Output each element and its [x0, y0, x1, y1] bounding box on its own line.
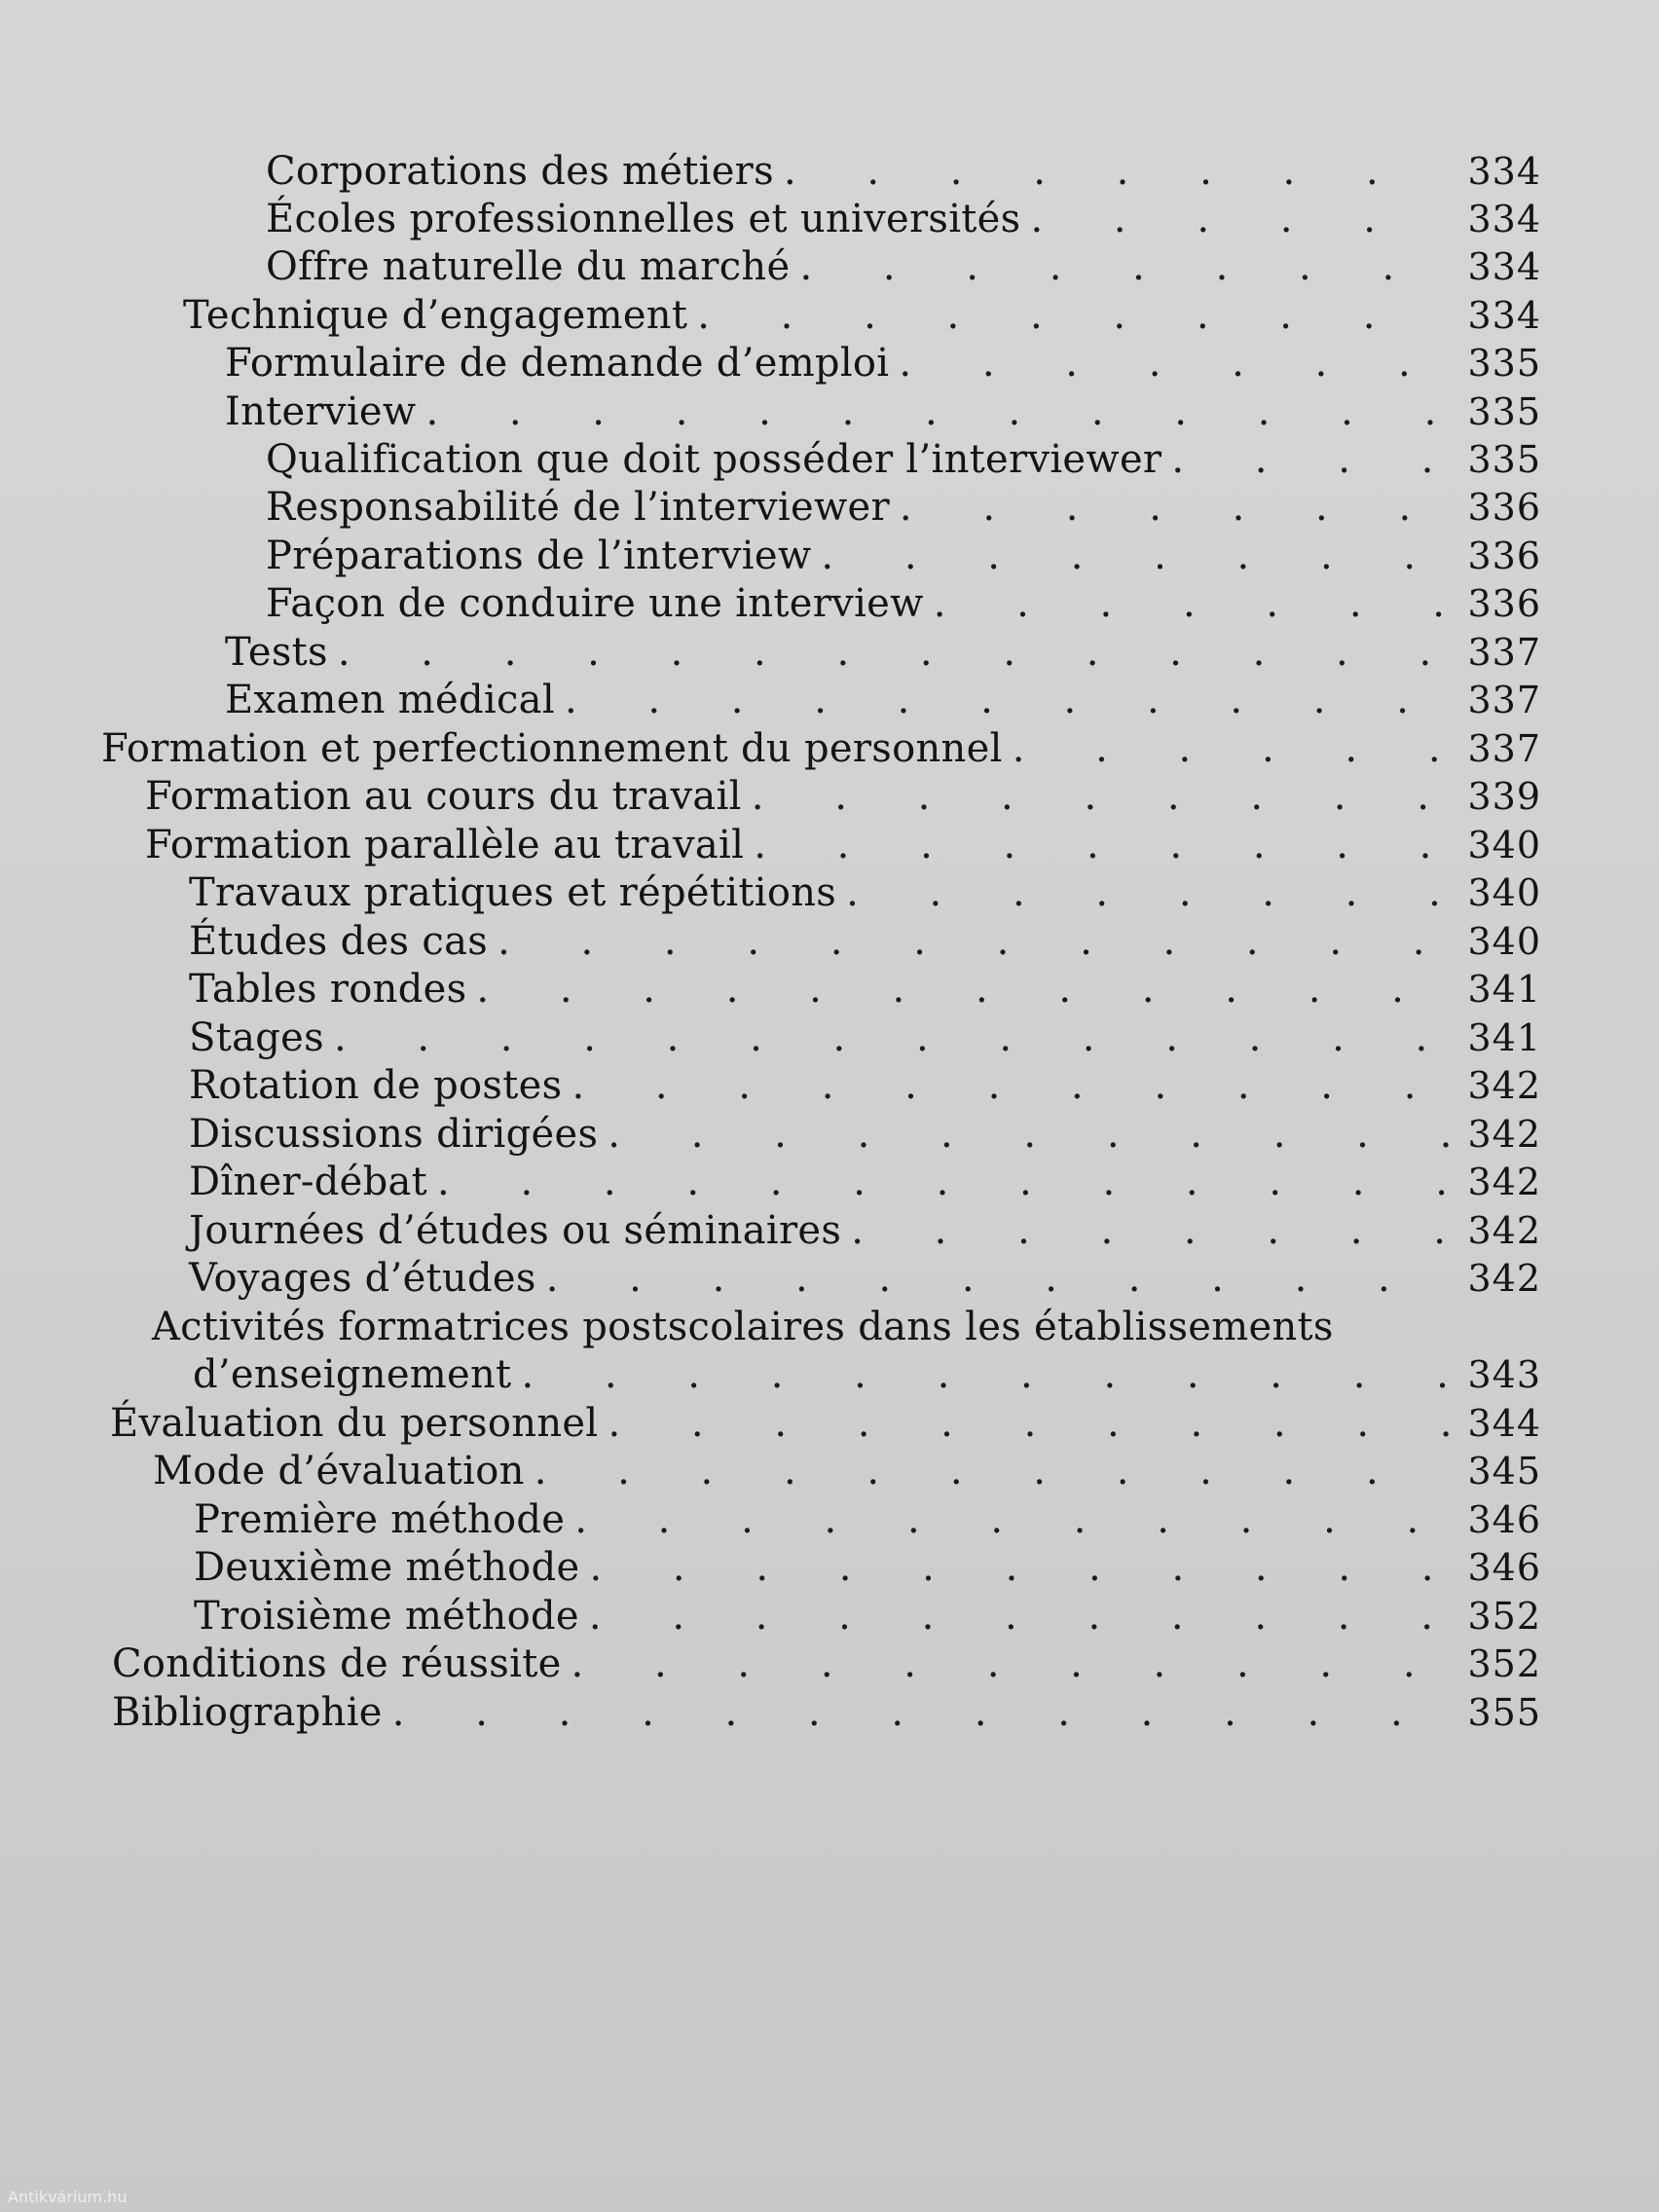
toc-entry	[266, 432, 1541, 487]
toc-entry	[189, 914, 1541, 969]
toc-entry	[153, 1444, 1541, 1498]
site-watermark: Antikvárium.hu	[8, 2188, 128, 2206]
toc-entry	[189, 1155, 1541, 1209]
toc-entry	[194, 1493, 1541, 1547]
dot-leader	[608, 1107, 1450, 1161]
dot-leader	[437, 1155, 1450, 1209]
toc-entry	[189, 866, 1541, 920]
toc-entry-label: Technique d’engagement	[183, 293, 688, 338]
toc-entry-label: Conditions de réussite	[112, 1641, 562, 1686]
toc-entry-page: 335	[1467, 342, 1541, 385]
dot-leader	[546, 1251, 1450, 1306]
toc-entry-label: Responsabilité de l’interviewer	[266, 485, 890, 530]
toc-entry-label: Offre naturelle du marché	[266, 244, 791, 289]
toc-entry-page: 340	[1467, 824, 1541, 866]
toc-entry	[112, 1685, 1541, 1740]
dot-leader	[392, 1685, 1450, 1740]
toc-entry-page: 342	[1467, 1064, 1541, 1107]
dot-leader	[535, 1444, 1450, 1498]
dot-leader	[799, 240, 1450, 294]
dot-leader	[334, 1011, 1450, 1065]
toc-entry-page: 340	[1467, 871, 1541, 914]
toc-entry-page: 342	[1467, 1161, 1541, 1203]
dot-leader	[899, 336, 1450, 390]
dot-leader	[1171, 432, 1450, 487]
toc-entry-label: Première méthode	[194, 1497, 566, 1542]
toc-entry-page: 341	[1467, 968, 1541, 1011]
dot-leader	[1030, 192, 1450, 246]
toc-entry-label: Travaux pratiques et répétitions	[189, 870, 837, 915]
toc-entry	[194, 1540, 1541, 1595]
toc-entry-label: d’enseignement	[193, 1352, 512, 1397]
dot-leader	[565, 673, 1450, 727]
toc-entry	[110, 1396, 1541, 1451]
toc-entry-label: Bibliographie	[112, 1690, 383, 1735]
toc-entry-page: 334	[1467, 245, 1541, 288]
toc-entry-page: 355	[1467, 1691, 1541, 1734]
dot-leader	[784, 144, 1450, 199]
toc-entry-label: Formulaire de demande d’emploi	[225, 341, 890, 386]
toc-entry-label: Activités formatrices postscolaires dans les établissements	[152, 1305, 1334, 1349]
dot-leader	[425, 385, 1450, 439]
toc-entry-page: 345	[1467, 1450, 1541, 1493]
toc-entry-label: Préparations de l’interview	[266, 534, 812, 578]
toc-entry-page: 342	[1467, 1209, 1541, 1252]
toc-entry-page: 346	[1467, 1498, 1541, 1541]
toc-entry-label: Évaluation du personnel	[110, 1401, 599, 1446]
toc-entry-page: 352	[1467, 1595, 1541, 1638]
toc-entry	[145, 818, 1541, 872]
toc-entry-page: 352	[1467, 1642, 1541, 1685]
toc-entry	[225, 385, 1541, 439]
toc-entry-label: Stages	[189, 1015, 324, 1060]
dot-leader	[521, 1347, 1450, 1402]
toc-entry-label: Voyages d’études	[189, 1256, 536, 1301]
toc-entry-page: 336	[1467, 535, 1541, 577]
toc-entry	[189, 1203, 1541, 1258]
toc-entry	[194, 1589, 1541, 1643]
toc-entry-label: Tests	[225, 630, 328, 675]
dot-leader	[851, 1203, 1450, 1258]
toc-entry	[189, 1011, 1541, 1065]
toc-entry-page: 346	[1467, 1546, 1541, 1589]
toc-entry-page: 336	[1467, 486, 1541, 529]
toc-entry-page: 337	[1467, 631, 1541, 674]
toc-entry-page: 340	[1467, 920, 1541, 963]
toc-entry-page: 339	[1467, 775, 1541, 818]
toc-entry	[152, 1300, 1334, 1354]
toc-entry-page: 334	[1467, 150, 1541, 193]
toc-entry	[266, 480, 1541, 535]
toc-entry-page: 337	[1467, 727, 1541, 770]
toc-entry-label: Journées d’études ou séminaires	[189, 1208, 842, 1253]
dot-leader	[589, 1540, 1450, 1595]
dot-leader	[338, 625, 1450, 680]
toc-entry	[266, 192, 1541, 246]
toc-entry	[266, 144, 1541, 199]
toc-entry-page: 341	[1467, 1016, 1541, 1059]
dot-leader	[571, 1637, 1450, 1691]
dot-leader	[571, 1058, 1450, 1113]
toc-entry	[189, 1251, 1541, 1306]
toc-entry-label: Examen médical	[225, 678, 555, 722]
dot-leader	[476, 962, 1450, 1016]
toc-entry-label: Interview	[225, 389, 417, 434]
toc-entry-page: 343	[1467, 1353, 1541, 1396]
toc-entry	[183, 288, 1541, 343]
toc-entry-label: Formation au cours du travail	[145, 774, 742, 819]
toc-entry-label: Façon de conduire une interview	[266, 581, 924, 626]
toc-entry-label: Rotation de postes	[189, 1063, 563, 1108]
toc-entry	[189, 962, 1541, 1016]
dot-leader	[752, 769, 1450, 824]
dot-leader	[1013, 721, 1450, 776]
toc-entry-label: Qualification que doit posséder l’interviewer	[266, 437, 1162, 482]
dot-leader	[934, 576, 1450, 631]
dot-leader	[846, 866, 1450, 920]
toc-entry-label: Mode d’évaluation	[153, 1449, 525, 1493]
toc-entry-label: Formation et perfectionnement du personnel	[101, 726, 1003, 771]
toc-entry	[189, 1058, 1541, 1113]
toc-entry-page: 342	[1467, 1257, 1541, 1300]
toc-entry	[112, 1637, 1541, 1691]
dot-leader	[574, 1493, 1450, 1547]
toc-entry-label: Dîner-débat	[189, 1160, 428, 1204]
toc-entry-page: 335	[1467, 390, 1541, 433]
dot-leader	[608, 1396, 1450, 1451]
dot-leader	[697, 288, 1450, 343]
toc-entry	[101, 721, 1541, 776]
toc-entry-page: 344	[1467, 1402, 1541, 1445]
toc-entry	[225, 625, 1541, 680]
toc-entry-page: 334	[1467, 294, 1541, 337]
toc-entry-page: 337	[1467, 679, 1541, 721]
toc-entry-page: 335	[1467, 438, 1541, 481]
toc-entry	[225, 336, 1541, 390]
toc-entry	[189, 1107, 1541, 1161]
toc-entry	[225, 673, 1541, 727]
dot-leader	[821, 529, 1450, 583]
toc-entry-label: Études des cas	[189, 919, 489, 964]
toc-entry	[266, 240, 1541, 294]
toc-entry-label: Troisième méthode	[194, 1594, 579, 1639]
toc-entry-label: Tables rondes	[189, 967, 467, 1012]
toc-entry-label: Écoles professionnelles et universités	[266, 197, 1021, 241]
toc-entry	[266, 576, 1541, 631]
toc-entry-label: Deuxième méthode	[194, 1545, 580, 1590]
toc-entry	[266, 529, 1541, 583]
dot-leader	[900, 480, 1450, 535]
toc-entry-label: Discussions dirigées	[189, 1112, 599, 1157]
toc-entry-page: 334	[1467, 198, 1541, 240]
toc-entry	[193, 1347, 1541, 1402]
dot-leader	[754, 818, 1450, 872]
dot-leader	[498, 914, 1450, 969]
toc-entry	[145, 769, 1541, 824]
toc-entry-label: Corporations des métiers	[266, 149, 774, 194]
dot-leader	[589, 1589, 1450, 1643]
toc-entry-page: 336	[1467, 582, 1541, 625]
toc-entry-page: 342	[1467, 1113, 1541, 1156]
toc-entry-label: Formation parallèle au travail	[145, 823, 745, 867]
